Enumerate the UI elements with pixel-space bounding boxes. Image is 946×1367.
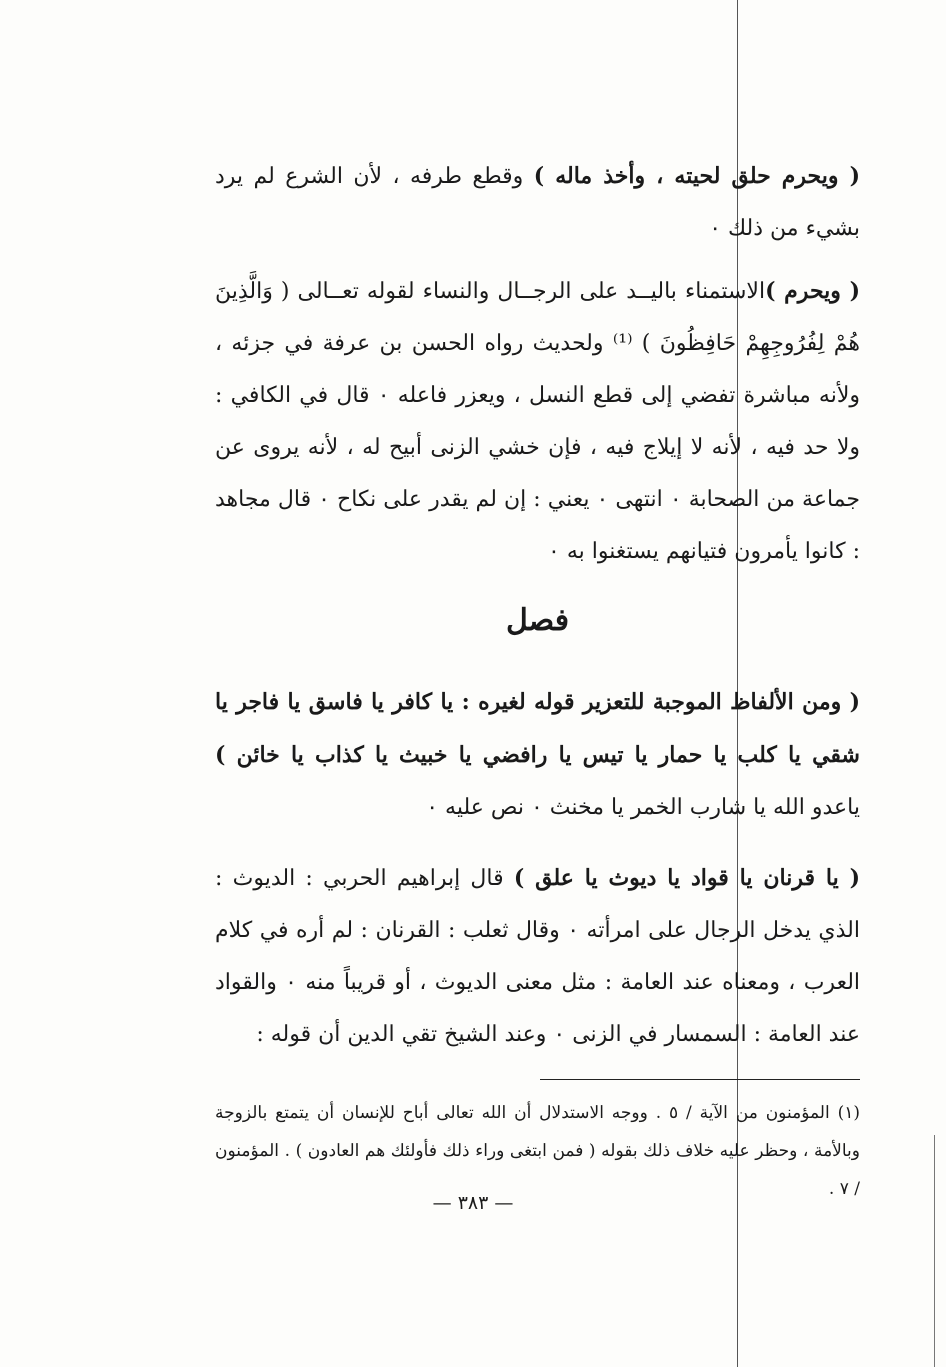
- section-heading: فصل: [505, 603, 570, 638]
- page-body: [215, 150, 860, 1208]
- paragraph-4-bold: ( يا قرنان يا قواد يا ديوث يا علق ): [513, 865, 860, 891]
- paragraph-3-text: ياعدو الله يا شارب الخمر يا مخنث ٠ نص عليه ٠: [426, 795, 860, 820]
- footnote: (١) المؤمنون من الآية / ٥ . ووجه الاستدلال أن الله تعالى أباح للإنسان أن يتمتع بالزوجة وبالأمة ، وحظر عليه خلاف ذلك بقوله ( فمن ابتغى وراء ذلك فأولئك هم العادون ) . المؤمنون / ٧ .: [215, 1103, 860, 1199]
- paragraph-3-bold: ( ومن الألفاظ الموجبة للتعزير قوله لغيره : يا كافر يا فاسق يا فاجر يا شقي يا كلب يا حمار يا تيس يا رافضي يا خبيث يا كذاب يا خائن ): [215, 689, 860, 768]
- paragraph-2: [215, 265, 860, 578]
- paragraph-4-text: قال إبراهيم الحربي : الديوث : الذي يدخل الرجال على امرأته ٠ وقال ثعلب : القرنان : لم أره في كلام العرب ، ومعناه عند العامة : مثل معنى الديوث ، أو قريباً منه ٠ والقواد عند العامة : السمسار في الزنى ٠ وعند الشيخ تقي الدين أن قوله :: [215, 866, 861, 1047]
- paragraph-1-text: وقطع طرفه ، لأن الشرع لم يرد بشيء من ذلك ٠: [215, 164, 860, 241]
- paragraph-4: [215, 852, 860, 1061]
- paragraph-3: [215, 676, 860, 834]
- paragraph-1-bold: ( ويحرم حلق لحيته ، وأخذ ماله ): [533, 163, 860, 189]
- page-number-text: — ٣٨٣ —: [432, 1192, 514, 1214]
- paragraph-2-text: الاستمناء باليــد على الرجــال والنساء لقوله تعــالى ( وَالَّذِينَ هُمْ لِفُرُوجِهِمْ حَافِظُونَ ) ⁽¹⁾ ولحديث رواه الحسن بن عرفة في جزئه ، ولأنه مباشرة تفضي إلى قطع النسل ، ويعزر فاعله ٠ قال في الكافي : ولا حد فيه ، لأنه لا إيلاج فيه ، فإن خشي الزنى أبيح له ، لأنه يروى عن جماعة من الصحابة ٠ انتهى ٠ يعني : إن لم يقدر على نكاح ٠ قال مجاهد : كانوا يأمرون فتيانهم يستغنوا به ٠: [215, 279, 861, 564]
- footnote-divider: [540, 1079, 860, 1080]
- scan-edge-line: [934, 1135, 935, 1367]
- paragraph-1: [215, 150, 860, 255]
- paragraph-2-bold: ( ويحرم ): [765, 278, 860, 304]
- page-number: [0, 1192, 946, 1214]
